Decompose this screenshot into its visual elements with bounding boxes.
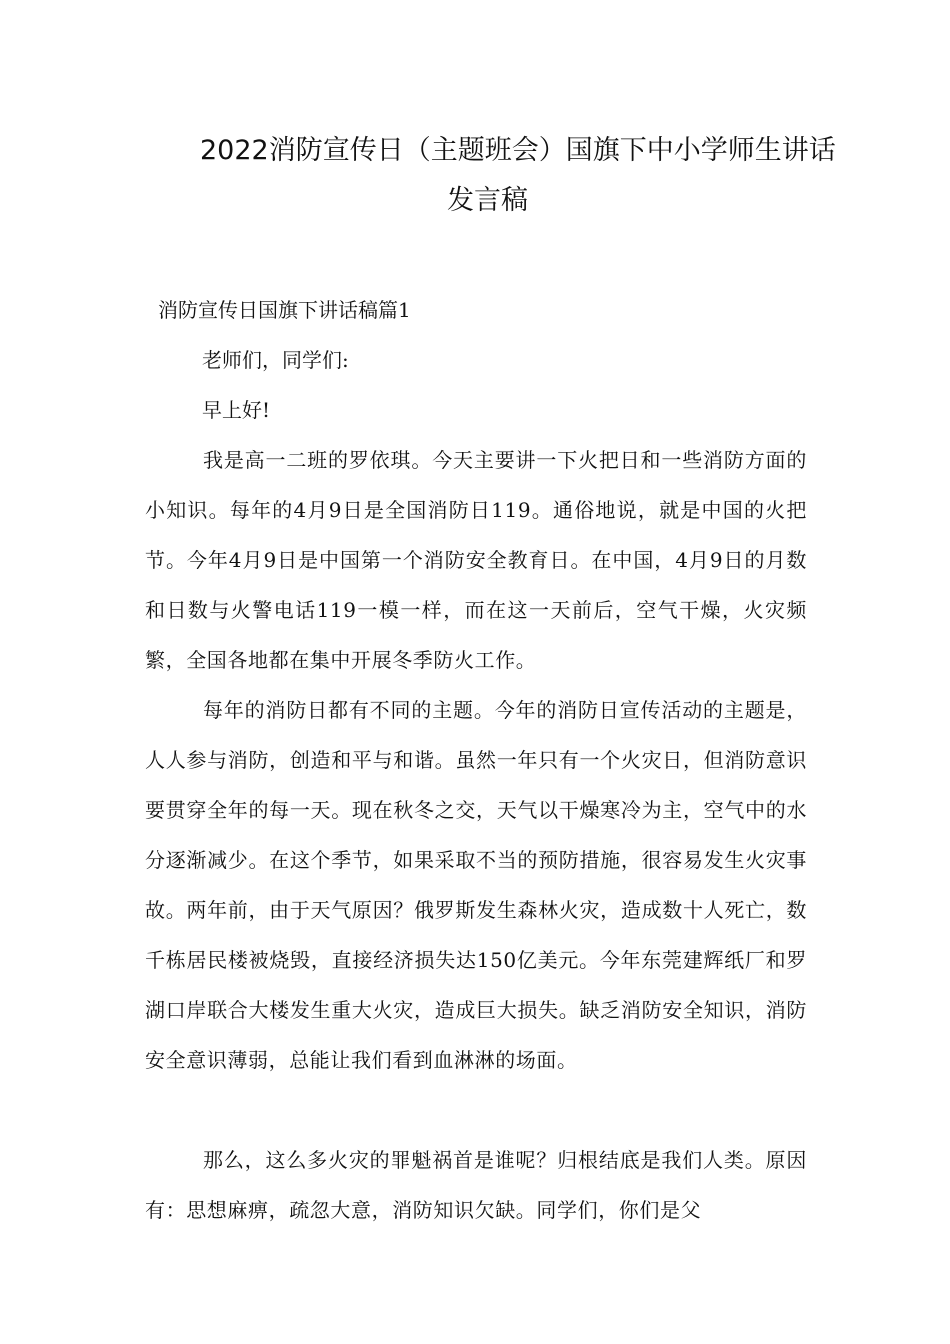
body-paragraph: 我是高一二班的罗依琪。今天主要讲一下火把日和一些消防方面的小知识。每年的4月9日是全国消防日119。通俗地说，就是中国的火把节。今年4月9日是中国第一个消防安全教育日。在中国，4月9日的月数和日数与火警电话119一模一样，而在这一天前后，空气干燥，火灾频繁，全国各地都在集中开展冬季防火工作。 — [145, 448, 807, 672]
document-title-line1: 2022消防宣传日（主题班会）国旗下中小学师生讲话 — [200, 135, 836, 166]
body-paragraph: 那么，这么多火灾的罪魁祸首是谁呢？归根结底是我们人类。原因有：思想麻痹，疏忽大意，消防知识欠缺。同学们，你们是父 — [145, 1148, 807, 1222]
greeting-text: 老师们，同学们: — [202, 348, 349, 372]
body-paragraph: 每年的消防日都有不同的主题。今年的消防日宣传活动的主题是，人人参与消防，创造和平与和谐。虽然一年只有一个火灾日，但消防意识要贯穿全年的每一天。现在秋冬之交，天气以干燥寒冷为主，空气中的水分逐渐减少。在这个季节，如果采取不当的预防措施，很容易发生火灾事故。两年前，由于天气原因？俄罗斯发生森林火灾，造成数十人死亡，数千栋居民楼被烧毁，直接经济损失达150亿美元。今年东莞建辉纸厂和罗湖口岸联合大楼发生重大火灾，造成巨大损失。缺乏消防安全知识，消防安全意识薄弱，总能让我们看到血淋淋的场面。 — [145, 698, 807, 1072]
document-title-line2: 发言稿 — [447, 185, 528, 216]
section-heading: 消防宣传日国旗下讲话稿篇1 — [158, 298, 411, 322]
morning-greeting-text: 早上好! — [202, 398, 271, 422]
